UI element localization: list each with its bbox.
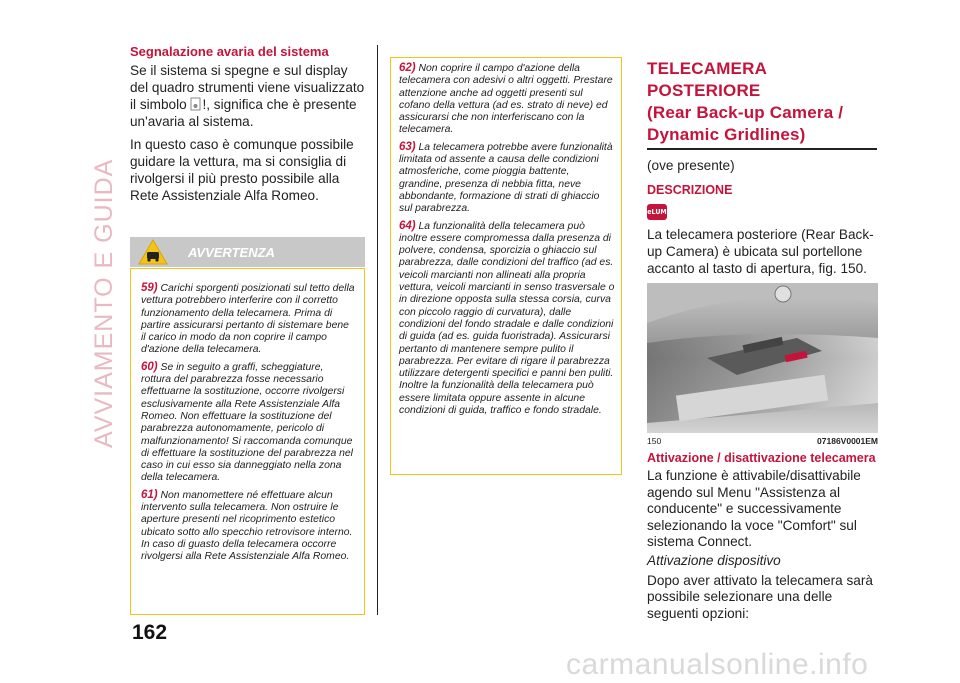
chapter-title-line: (Rear Back-up Camera / [647, 103, 844, 122]
figure-number: 150 [647, 436, 662, 446]
section-heading: Segnalazione avaria del sistema [130, 44, 329, 59]
warning-note [141, 361, 356, 485]
note-text: La telecamera potrebbe avere funzionalità limitata od assente a causa delle condizioni atmosferiche, come pioggia battente, grandine, presenza di nebbia fitta, neve abbondante, formazione di strati di ghiaccio sul parabrezza. [399, 141, 613, 215]
rear-camera-figure [647, 283, 878, 433]
chapter-title-line: Dynamic Gridlines) [647, 124, 877, 150]
paragraph: In questo caso è comunque possibile guidare la vettura, ma si consiglia di rivolgersi il più presto possibile alla Rete Assistenziale Alfa Romeo. [130, 137, 354, 203]
page-number: 162 [132, 621, 168, 644]
note-text: Se in seguito a graffi, scheggiature, rottura del parabrezza fosse necessario effettuarne la sostituzione, occorre rivolgersi esclusivamente alla Rete Assistenziale Alfa Romeo. Non effettuare la sostituzione del parabrezza autonomamente, pericolo di malfunzionamento! Si raccomanda comunque di effettuare la sostituzione del parabrezza nel caso in cui esso sia danneggiato nella zona della telecamera. [141, 361, 353, 484]
activation-section [647, 451, 879, 622]
note-number: 62) [399, 62, 416, 74]
tailgate-illustration [647, 283, 878, 433]
device-text: Dopo aver attivato la telecamera sarà possibile selezionare una delle seguenti opzioni: [647, 572, 873, 621]
note-text: Carichi sporgenti posizionati sul tetto della vettura potrebbero interferire con il corretto funzionamento della telecamera. Prima di partire assicurarsi pertanto di sistemare bene il carico in modo da non coprire il campo d'azione della telecamera. [141, 283, 355, 356]
column-right [647, 58, 877, 312]
activation-text: La funzione è attivabile/disattivabile agendo sul Menu "Assistenza al conducente" e successivamente selezionando la voce "Comfort" sul sistema Connect. [647, 468, 861, 549]
section-heading: DESCRIZIONE [647, 183, 733, 197]
elum-badge-icon: eLUM [647, 204, 667, 220]
note-number: 64) [399, 219, 416, 232]
warning-note [399, 141, 615, 216]
note-number: 61) [141, 488, 158, 501]
paragraph-text: !, significa che è presente un'avaria al sistema. [130, 97, 357, 129]
availability-note: (ove presente) [647, 158, 735, 173]
note-text: Non manomettere né effettuare alcun intervento sulla telecamera. Non ostruire le aperture presenti nel ricoprimento estetico ubicato sotto allo specchio retrovisore interno. In caso di guasto della telecamera occorre rivolgersi alla Rete Assistenziale Alfa Romeo. [141, 489, 353, 563]
watermark: carmanualsonline.info [566, 648, 869, 681]
figure-caption [647, 436, 878, 446]
section-body [130, 62, 366, 204]
warning-note [399, 220, 615, 418]
column-divider [377, 45, 378, 615]
note-number: 60) [141, 360, 158, 373]
figure-code: 07186V0001EM [817, 436, 878, 446]
warning-note [399, 62, 615, 137]
description-text: La telecamera posteriore (Rear Back-up Camera) è ubicata sul portellone accanto al tasto di apertura, fig. 150. [647, 227, 874, 276]
warning-triangle-icon [138, 239, 168, 265]
column-left [130, 44, 366, 210]
note-text: Non coprire il campo d'azione della telecamera con adesivi o altri oggetti. Prestare attenzione anche ad oggetti presenti sul cofano della vettura (ad es. strato di neve) ed assicurarsi che non interferiscano con la telecamera. [399, 63, 613, 136]
paragraph [130, 62, 366, 130]
paragraph-text: Se il sistema si spegne e sul display del quadro strumenti viene visualizzato il simbolo [130, 63, 365, 112]
note-text: La funzionalità della telecamera può inoltre essere compromessa dalla presenza di polvere, condensa, sporcizia o ghiaccio sul parabrezza, dalle condizioni del traffico (ad es. veicoli marcianti non allineati alla propria vettura, veicoli marcianti in senso trasversale o in direzione opposta sulla stessa corsia, curva con piccolo raggio di curvatura), dalle condizioni del fondo stradale e dalle condizioni di guida (ad es. guida fuoristrada). Assicurarsi pertanto di mantenere sempre pulito il parabrezza. Per evitare di rigare il parabrezza utilizzare detergenti specifici e panni ben puliti. Inoltre la funzionalità della telecamera può essere limitata oppure assente in alcune condizioni di guida, traffico e fondo stradale. [399, 220, 615, 417]
chapter-title-line: TELECAMERA POSTERIORE [647, 59, 767, 100]
note-number: 59) [141, 282, 158, 294]
warning-note [141, 489, 356, 564]
subsection-heading: Attivazione dispositivo [647, 552, 781, 568]
warning-note [141, 282, 356, 357]
warning-notes-left [130, 268, 365, 615]
chapter-side-title: AVVIAMENTO E GUIDA [90, 158, 118, 448]
camera-warning-icon [190, 97, 202, 111]
section-heading: Attivazione / disattivazione telecamera [647, 451, 876, 465]
note-number: 63) [399, 140, 416, 153]
warning-label: AVVERTENZA [188, 244, 275, 260]
warning-notes-right [390, 57, 622, 475]
warning-header [130, 237, 365, 267]
